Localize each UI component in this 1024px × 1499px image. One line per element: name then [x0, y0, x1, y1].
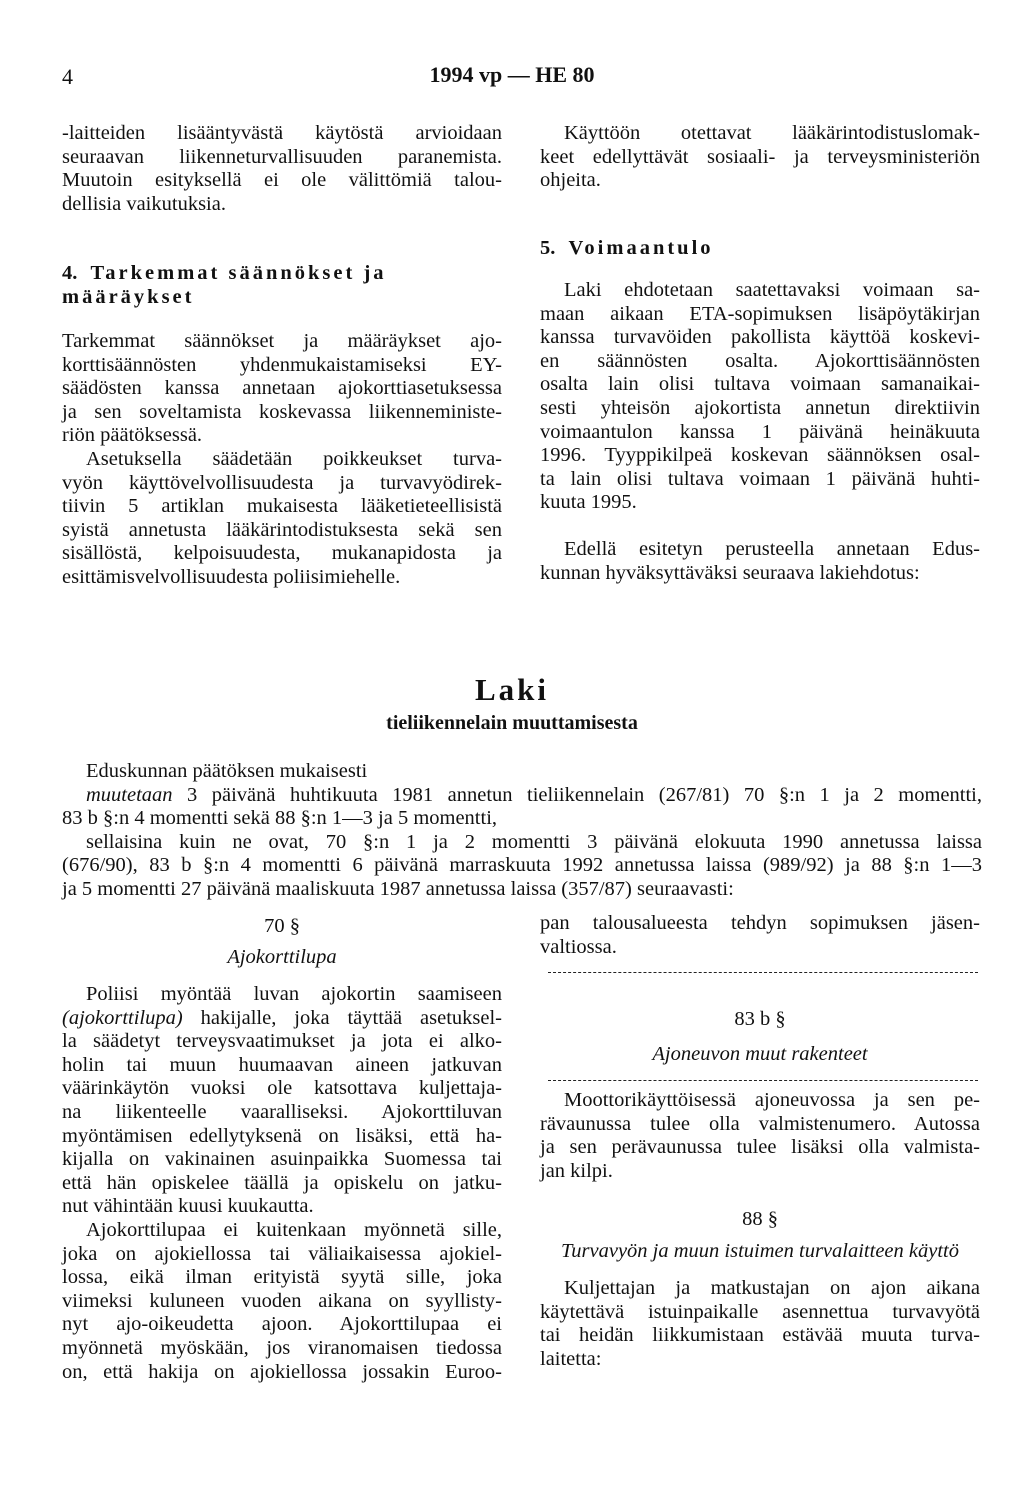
- page-header-title: 1994 vp — HE 80: [429, 62, 595, 87]
- section-4-heading: [62, 262, 502, 309]
- text-line: (676/90), 83 b §:n 4 momentti 6 päivänä marraskuuta 1992 annetussa laissa (989/92) ja 88 §:n 1—3: [62, 854, 982, 877]
- text-line: sellaisina kuin ne ovat, 70 §:n 1 ja 2 momentti 3 päivänä elokuuta 1990 annetussa laissa: [86, 830, 982, 853]
- right-paragraph-3: [540, 538, 980, 585]
- right-continuation: [540, 912, 980, 959]
- law-intro: [62, 760, 982, 902]
- section-4-heading-line1: Tarkemmat säännökset ja: [90, 262, 387, 284]
- text-line: myöntämisen edellytyksenä on lisäksi, että ha-: [62, 1124, 502, 1147]
- page-number: 4: [62, 64, 73, 89]
- text-line: pan talousalueesta tehdyn sopimuksen jäsen-: [540, 912, 980, 934]
- section-5-number: 5.: [540, 237, 556, 259]
- text-line: Moottorikäyttöisessä ajoneuvossa ja sen pe-: [564, 1089, 980, 1111]
- text-line: Tarkemmat säännökset ja määräykset ajo-: [62, 330, 502, 352]
- text-line: valtiossa.: [540, 935, 617, 958]
- text-line: tiivin 5 artiklan mukaisesta lääketieteellisistä: [62, 495, 502, 518]
- text-line: ta lain olisi tultava voimaan 1 päivänä huhti-: [540, 467, 980, 490]
- text-line: lossa, eikä ilman erityistä syytä sille, joka: [62, 1266, 502, 1289]
- text-fragment: hakijalle, joka täyttää asetuksel-: [182, 1006, 502, 1029]
- text-line: keet edellyttävät sosiaali- ja terveysministeriön: [540, 145, 980, 168]
- italic-word: muutetaan: [86, 783, 173, 806]
- text-line: nut vähintään kuusi kuukautta.: [62, 1195, 314, 1218]
- text-line: seuraavan liikenneturvallisuuden paranemista.: [62, 145, 502, 168]
- text-line: [62, 784, 982, 808]
- italic-term: (ajokorttilupa): [62, 1006, 183, 1029]
- omission-dash-line: [548, 972, 978, 973]
- text-line: viimeksi kuluneen vuoden aikana on syyllisty-: [62, 1289, 502, 1312]
- text-line: Poliisi myöntää luvan ajokortin saamiseen: [86, 983, 502, 1005]
- text-line: esittämisvelvollisuudesta poliisimiehelle.: [62, 565, 401, 588]
- text-line: en säännösten osalta. Ajokorttisäännösten: [540, 349, 980, 372]
- text-line: sesti yhteisön ajokortista annetun direktiivin: [540, 396, 980, 419]
- section-4-heading-line2: määräykset: [62, 285, 195, 308]
- text-line: Eduskunnan päätöksen mukaisesti: [86, 760, 368, 782]
- text-line: myönnetä myöskään, jos viranomaisen tiedossa: [62, 1336, 502, 1359]
- text-line: 83 b §:n 4 momentti sekä 88 §:n 1—3 ja 5 momentti,: [62, 807, 498, 830]
- section-70-title: Ajokorttilupa: [227, 946, 337, 968]
- right-paragraph-1: [540, 122, 980, 193]
- text-line: riön päätöksessä.: [62, 424, 203, 447]
- left-paragraph-3: [62, 448, 502, 590]
- text-line: kanssa turvavöiden pakollista käyttöä koskevi-: [540, 326, 980, 349]
- text-line: voimaantulon kanssa 1 päivänä heinäkuuta: [540, 420, 980, 443]
- text-line: Käyttöön otettavat lääkärintodistuslomak-: [564, 122, 980, 144]
- text-line: Laki ehdotetaan saatettavaksi voimaan sa-: [564, 279, 980, 301]
- text-line: jan kilpi.: [540, 1159, 613, 1182]
- section-5-heading: [540, 237, 980, 261]
- text-line: säädösten kanssa annetaan ajokorttiasetuksessa: [62, 377, 502, 400]
- text-line: on, että hakija on ajokiellossa jossakin Euroo-: [62, 1360, 502, 1383]
- section-5-heading-text: Voimaantulo: [568, 237, 714, 259]
- text-line: laitetta:: [540, 1347, 602, 1370]
- section-83b-text: [540, 1089, 980, 1183]
- text-line: käytettävä istuinpaikalle asennettua turvavyötä: [540, 1300, 980, 1323]
- text-line: kijalla on vakinainen asuinpaikka Suomessa tai: [62, 1148, 502, 1171]
- section-83b-number: 83 b §: [734, 1008, 786, 1030]
- text-line: Asetuksella säädetään poikkeukset turva-: [86, 448, 502, 470]
- section-83b-title: Ajoneuvon muut rakenteet: [652, 1043, 868, 1065]
- text-line: ja sen perävaunussa tulee lisäksi olla valmista-: [540, 1136, 980, 1159]
- text-line: osalta lain olisi tultava voimaan samanaikai-: [540, 373, 980, 396]
- section-70-text: [62, 983, 502, 1384]
- text-line: sisällöstä, kelpoisuudesta, mukanapidosta ja: [62, 542, 502, 565]
- left-paragraph-1: [62, 122, 502, 216]
- law-subtitle: tieliikennelain muuttamisesta: [386, 712, 638, 734]
- omission-dash-line: [548, 1080, 978, 1081]
- text-line: 1996. Tyyppikilpeä koskevan säännöksen osal-: [540, 444, 980, 467]
- left-paragraph-2: [62, 330, 502, 448]
- text-line: la säädetyt terveysvaatimukset ja jota ei alko-: [62, 1030, 502, 1053]
- text-line: rävaunussa tulee olla valmistenumero. Autossa: [540, 1112, 980, 1135]
- text-line: ohjeita.: [540, 169, 601, 192]
- text-line: -laitteiden lisääntyvästä käytöstä arvioidaan: [62, 122, 502, 144]
- text-line: tai heidän liikkumistaan estävää muuta turva-: [540, 1324, 980, 1347]
- section-4-number: 4.: [62, 262, 78, 284]
- text-line: vyön käyttövelvollisuudesta ja turvavyödirek-: [62, 471, 502, 494]
- text-line: nyt ajo-oikeudetta ajoon. Ajokorttilupaa ei: [62, 1313, 502, 1336]
- text-line: korttisäännösten yhdenmukaistamiseksi EY-: [62, 353, 502, 376]
- text-line: että hän opiskelee täällä ja opiskelu on jatku-: [62, 1171, 502, 1194]
- text-line: kuuta 1995.: [540, 491, 637, 514]
- text-line: joka on ajokiellossa tai väliaikaisessa ajokiel-: [62, 1242, 502, 1265]
- text-line: syistä annetusta lääkärintodistuksesta sekä sen: [62, 518, 502, 541]
- text-line: maan aikaan ETA-sopimuksen lisäpöytäkirjan: [540, 302, 980, 325]
- text-fragment: 3 päivänä huhtikuuta 1981 annetun tieliikennelain (267/81) 70 §:n 1 ja 2 momentti,: [172, 783, 982, 806]
- section-70-number: 70 §: [264, 915, 300, 937]
- text-line: ja 5 momentti 27 päivänä maaliskuuta 1987 annetussa laissa (357/87) seuraavasti:: [62, 877, 734, 900]
- text-line: Kuljettajan ja matkustajan on ajon aikana: [564, 1277, 980, 1299]
- text-line: väärinkäytön vuoksi ole katsottava kuljettaja-: [62, 1077, 502, 1100]
- right-paragraph-2: [540, 279, 980, 515]
- law-title: Laki: [474, 672, 550, 707]
- text-line: dellisia vaikutuksia.: [62, 192, 226, 215]
- text-line: Ajokorttilupaa ei kuitenkaan myönnetä sille,: [86, 1218, 502, 1241]
- section-88-number: 88 §: [742, 1208, 778, 1230]
- text-line: Muutoin esityksellä ei ole välittömiä talou-: [62, 169, 502, 192]
- section-88-title: Turvavyön ja muun istuimen turvalaitteen käyttö: [561, 1240, 959, 1262]
- text-line: ja sen soveltamista koskevassa liikenneministe-: [62, 400, 502, 423]
- text-line: Edellä esitetyn perusteella annetaan Edus-: [564, 538, 980, 560]
- text-line: holin tai muun huumaavan aineen jatkuvan: [62, 1053, 502, 1076]
- text-line: kunnan hyväksyttäväksi seuraava lakiehdotus:: [540, 561, 920, 584]
- section-88-text: [540, 1277, 980, 1371]
- text-line: [62, 1007, 502, 1031]
- text-line: na liikenteelle vaaralliseksi. Ajokorttiluvan: [62, 1100, 502, 1123]
